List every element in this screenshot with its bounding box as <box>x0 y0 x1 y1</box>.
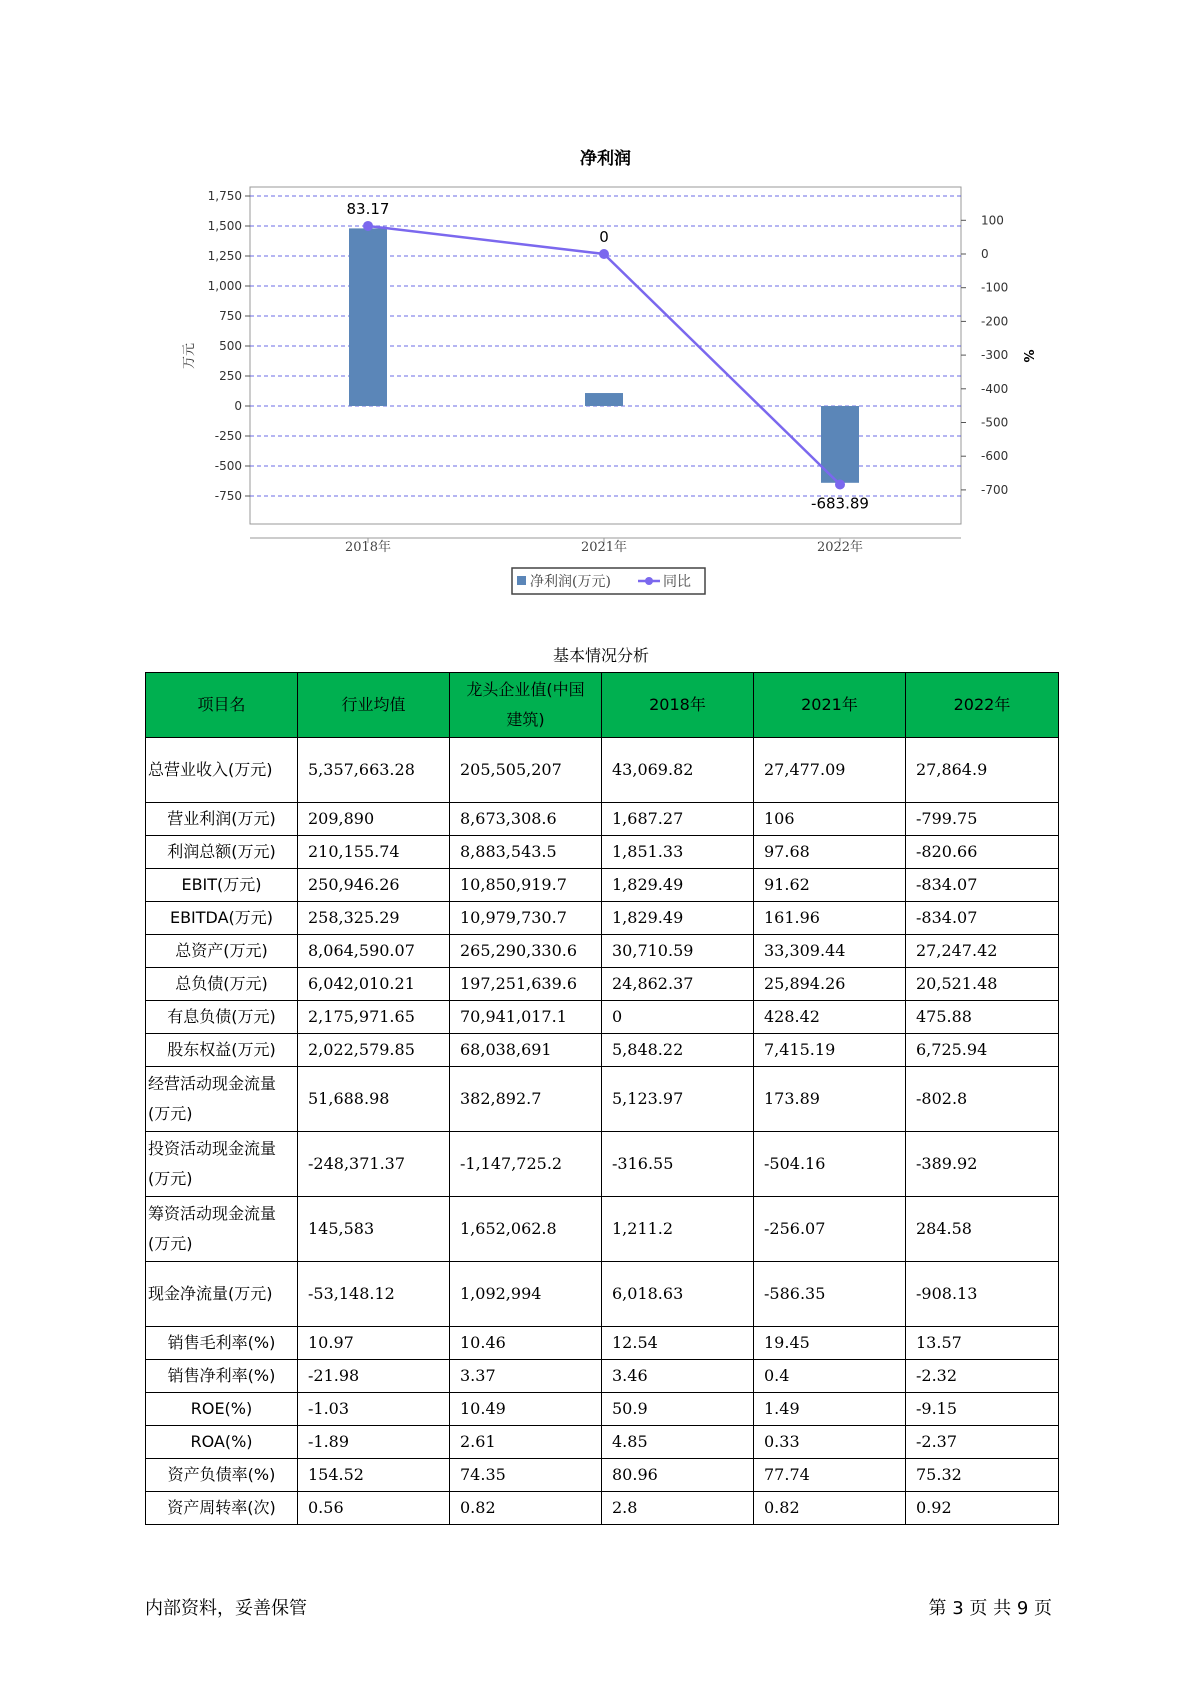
right-tick-label: -600 <box>981 449 1009 464</box>
table-cell: -316.55 <box>602 1132 754 1197</box>
table-cell: -1.03 <box>298 1393 450 1426</box>
row-label: ROE(%) <box>146 1393 298 1426</box>
table-cell: 0.56 <box>298 1492 450 1525</box>
table-cell: -248,371.37 <box>298 1132 450 1197</box>
left-tick-label: 1,250 <box>207 249 242 263</box>
table-cell: 7,415.19 <box>754 1034 906 1067</box>
data-label-yoy: -683.89 <box>811 494 869 513</box>
table-cell: 91.62 <box>754 869 906 902</box>
table-cell: 5,357,663.28 <box>298 738 450 803</box>
table-row <box>146 1001 1059 1034</box>
left-tick-label: 1,750 <box>207 189 242 203</box>
table-row <box>146 1132 1059 1197</box>
table-row <box>146 1034 1059 1067</box>
data-label-yoy: 83.17 <box>346 199 390 218</box>
left-tick-label: -500 <box>214 459 242 473</box>
table-cell: 10.46 <box>450 1327 602 1360</box>
row-label: 销售净利率(%) <box>146 1360 298 1393</box>
table-cell: -21.98 <box>298 1360 450 1393</box>
table-caption: 基本情况分析 <box>552 646 649 665</box>
table-cell: 43,069.82 <box>602 738 754 803</box>
left-tick-label: -250 <box>214 429 242 443</box>
table-cell: 428.42 <box>754 1001 906 1034</box>
net-profit-chart <box>0 0 1191 600</box>
table-row <box>146 1067 1059 1132</box>
table-cell: 10.97 <box>298 1327 450 1360</box>
table-cell: -1.89 <box>298 1426 450 1459</box>
table-cell: -802.8 <box>906 1067 1059 1132</box>
header-item-name: 项目名 <box>146 673 298 738</box>
table-cell: -53,148.12 <box>298 1262 450 1327</box>
table-cell: 70,941,017.1 <box>450 1001 602 1034</box>
row-label: 总营业收入(万元) <box>146 738 298 803</box>
table-row <box>146 1393 1059 1426</box>
table-cell: 27,247.42 <box>906 935 1059 968</box>
table-cell: 2.8 <box>602 1492 754 1525</box>
table-cell: 30,710.59 <box>602 935 754 968</box>
table-cell: -2.32 <box>906 1360 1059 1393</box>
table-cell: 1,687.27 <box>602 803 754 836</box>
left-tick-label: 500 <box>219 339 242 353</box>
table-cell: 27,864.9 <box>906 738 1059 803</box>
header-industry-avg: 行业均值 <box>298 673 450 738</box>
table-cell: 8,673,308.6 <box>450 803 602 836</box>
left-tick-label: -750 <box>214 489 242 503</box>
bar-net-profit <box>349 228 387 406</box>
point-yoy <box>599 249 609 259</box>
table-row <box>146 836 1059 869</box>
table-cell: 24,862.37 <box>602 968 754 1001</box>
table-cell: 161.96 <box>754 902 906 935</box>
table-cell: 25,894.26 <box>754 968 906 1001</box>
table-cell: 6,018.63 <box>602 1262 754 1327</box>
data-label-yoy: 0 <box>599 228 609 246</box>
table-cell: 1,652,062.8 <box>450 1197 602 1262</box>
row-label: 筹资活动现金流量(万元) <box>146 1197 298 1262</box>
left-tick-label: 750 <box>219 309 242 323</box>
table-row <box>146 1426 1059 1459</box>
left-axis-label: 万元 <box>182 342 197 370</box>
row-label: 投资活动现金流量(万元) <box>146 1132 298 1197</box>
table-cell: -799.75 <box>906 803 1059 836</box>
legend-label-yoy: 同比 <box>663 574 691 590</box>
header-2018: 2018年 <box>602 673 754 738</box>
table-cell: 51,688.98 <box>298 1067 450 1132</box>
table-cell: 475.88 <box>906 1001 1059 1034</box>
right-tick-label: -400 <box>981 381 1009 396</box>
x-tick-label: 2021年 <box>580 540 628 555</box>
basic-analysis-table <box>145 672 1059 1525</box>
table-row <box>146 1360 1059 1393</box>
point-yoy <box>363 221 373 231</box>
table-cell: 13.57 <box>906 1327 1059 1360</box>
table-cell: 20,521.48 <box>906 968 1059 1001</box>
row-label: 总资产(万元) <box>146 935 298 968</box>
table-cell: 210,155.74 <box>298 836 450 869</box>
table-cell: 97.68 <box>754 836 906 869</box>
table-row <box>146 869 1059 902</box>
table-cell: 197,251,639.6 <box>450 968 602 1001</box>
row-label: 营业利润(万元) <box>146 803 298 836</box>
right-tick-label: 0 <box>981 247 989 261</box>
table-cell: 0.33 <box>754 1426 906 1459</box>
row-label: EBIT(万元) <box>146 869 298 902</box>
table-cell: 0.92 <box>906 1492 1059 1525</box>
row-label: 销售毛利率(%) <box>146 1327 298 1360</box>
table-cell: 33,309.44 <box>754 935 906 968</box>
chart-title: 净利润 <box>580 149 631 169</box>
table-cell: -389.92 <box>906 1132 1059 1197</box>
table-cell: 145,583 <box>298 1197 450 1262</box>
table-cell: 173.89 <box>754 1067 906 1132</box>
line-yoy <box>368 226 840 484</box>
table-cell: 1,851.33 <box>602 836 754 869</box>
table-cell: -834.07 <box>906 902 1059 935</box>
row-label: EBITDA(万元) <box>146 902 298 935</box>
table-cell: 10,850,919.7 <box>450 869 602 902</box>
table-cell: 1,211.2 <box>602 1197 754 1262</box>
header-leader-value: 龙头企业值(中国建筑) <box>450 673 602 738</box>
table-row <box>146 738 1059 803</box>
right-tick-label: -200 <box>981 314 1009 329</box>
legend-line-marker <box>645 577 653 585</box>
table-cell: 2,175,971.65 <box>298 1001 450 1034</box>
table-cell: 6,042,010.21 <box>298 968 450 1001</box>
table-cell: 209,890 <box>298 803 450 836</box>
table-cell: -820.66 <box>906 836 1059 869</box>
table-cell: 265,290,330.6 <box>450 935 602 968</box>
row-label: 有息负债(万元) <box>146 1001 298 1034</box>
table-row <box>146 803 1059 836</box>
table-cell: 0.82 <box>754 1492 906 1525</box>
table-row <box>146 1262 1059 1327</box>
table-cell: 8,064,590.07 <box>298 935 450 968</box>
right-tick-label: -500 <box>981 415 1009 430</box>
row-label: 利润总额(万元) <box>146 836 298 869</box>
table-cell: 258,325.29 <box>298 902 450 935</box>
left-tick-label: 0 <box>234 399 242 413</box>
table-cell: 382,892.7 <box>450 1067 602 1132</box>
right-tick-label: -300 <box>981 348 1009 363</box>
table-row <box>146 968 1059 1001</box>
table-row <box>146 935 1059 968</box>
left-tick-label: 1,000 <box>207 279 242 293</box>
point-yoy <box>835 479 845 489</box>
right-tick-label: -700 <box>981 482 1009 497</box>
table-row <box>146 1327 1059 1360</box>
header-2021: 2021年 <box>754 673 906 738</box>
row-label: ROA(%) <box>146 1426 298 1459</box>
table-cell: 27,477.09 <box>754 738 906 803</box>
table-cell: 106 <box>754 803 906 836</box>
table-cell: 2,022,579.85 <box>298 1034 450 1067</box>
table-cell: 19.45 <box>754 1327 906 1360</box>
right-tick-label: 100 <box>981 213 1004 228</box>
table-cell: 68,038,691 <box>450 1034 602 1067</box>
table-cell: 1,829.49 <box>602 869 754 902</box>
table-cell: 1,829.49 <box>602 902 754 935</box>
table-cell: 77.74 <box>754 1459 906 1492</box>
table-header-row <box>146 673 1059 738</box>
table-cell: -586.35 <box>754 1262 906 1327</box>
row-label: 经营活动现金流量(万元) <box>146 1067 298 1132</box>
table-cell: 4.85 <box>602 1426 754 1459</box>
table-cell: 1,092,994 <box>450 1262 602 1327</box>
table-cell: 12.54 <box>602 1327 754 1360</box>
table-cell: 10.49 <box>450 1393 602 1426</box>
table-cell: 1.49 <box>754 1393 906 1426</box>
table-cell: 3.37 <box>450 1360 602 1393</box>
table-cell: 5,848.22 <box>602 1034 754 1067</box>
table-cell: -504.16 <box>754 1132 906 1197</box>
legend-label-net-profit: 净利润(万元) <box>530 574 611 590</box>
table-cell: 75.32 <box>906 1459 1059 1492</box>
table-cell: 10,979,730.7 <box>450 902 602 935</box>
table-cell: 205,505,207 <box>450 738 602 803</box>
bar-net-profit <box>585 393 623 406</box>
table-cell: 154.52 <box>298 1459 450 1492</box>
table-row <box>146 1459 1059 1492</box>
row-label: 股东权益(万元) <box>146 1034 298 1067</box>
table-cell: -908.13 <box>906 1262 1059 1327</box>
table-cell: 8,883,543.5 <box>450 836 602 869</box>
table-cell: 0.4 <box>754 1360 906 1393</box>
table-cell: -2.37 <box>906 1426 1059 1459</box>
table-row <box>146 902 1059 935</box>
table-cell: 284.58 <box>906 1197 1059 1262</box>
table-cell: 80.96 <box>602 1459 754 1492</box>
table-cell: 0 <box>602 1001 754 1034</box>
footer-confidential-note: 内部资料，妥善保管 <box>145 1598 307 1619</box>
table-cell: 50.9 <box>602 1393 754 1426</box>
table-row <box>146 1197 1059 1262</box>
table-cell: 74.35 <box>450 1459 602 1492</box>
table-cell: -256.07 <box>754 1197 906 1262</box>
table-cell: -834.07 <box>906 869 1059 902</box>
table-cell: 5,123.97 <box>602 1067 754 1132</box>
row-label: 总负债(万元) <box>146 968 298 1001</box>
table-cell: 2.61 <box>450 1426 602 1459</box>
chart-canvas <box>0 0 1191 600</box>
table-cell: 250,946.26 <box>298 869 450 902</box>
table-cell: 0.82 <box>450 1492 602 1525</box>
right-tick-label: -100 <box>981 280 1009 295</box>
footer-page-number: 第 3 页 共 9 页 <box>928 1598 1052 1619</box>
table-row <box>146 1492 1059 1525</box>
row-label: 资产负债率(%) <box>146 1459 298 1492</box>
header-2022: 2022年 <box>906 673 1059 738</box>
legend-bar-swatch <box>517 576 526 585</box>
table-cell: 6,725.94 <box>906 1034 1059 1067</box>
x-tick-label: 2022年 <box>816 540 864 555</box>
right-axis-label: % <box>1020 349 1035 363</box>
row-label: 资产周转率(次) <box>146 1492 298 1525</box>
table-cell: -1,147,725.2 <box>450 1132 602 1197</box>
table-cell: 3.46 <box>602 1360 754 1393</box>
left-tick-label: 250 <box>219 369 242 383</box>
row-label: 现金净流量(万元) <box>146 1262 298 1327</box>
table-cell: -9.15 <box>906 1393 1059 1426</box>
x-tick-label: 2018年 <box>344 540 392 555</box>
left-tick-label: 1,500 <box>207 219 242 233</box>
